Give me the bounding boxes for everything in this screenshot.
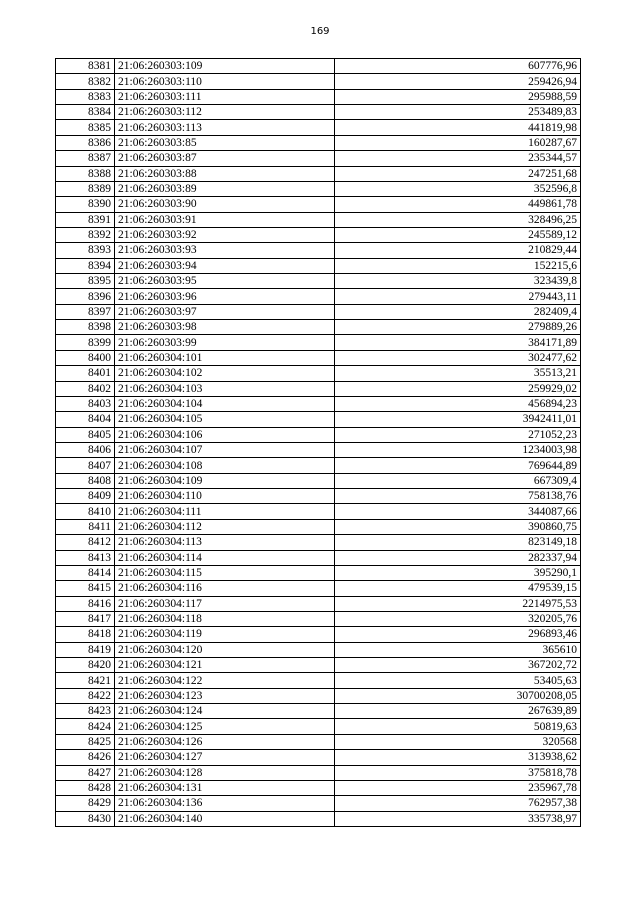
- table-row: [56, 151, 581, 166]
- cadastral-number-cell: 21:06:260303:110: [115, 74, 335, 89]
- cadastral-value-cell: 271052,23: [335, 427, 581, 442]
- cadastral-number-cell: 21:06:260304:113: [115, 535, 335, 550]
- cadastral-number-cell: 21:06:260304:124: [115, 704, 335, 719]
- cadastral-value-cell: 160287,67: [335, 135, 581, 150]
- cadastral-value-cell: 267639,89: [335, 704, 581, 719]
- cadastral-value-cell: 390860,75: [335, 519, 581, 534]
- cadastral-value-cell: 259929,02: [335, 381, 581, 396]
- table-row: [56, 59, 581, 74]
- cadastral-value-cell: 344087,66: [335, 504, 581, 519]
- table-row: [56, 335, 581, 350]
- cadastral-number-cell: 21:06:260303:85: [115, 135, 335, 150]
- row-number-cell: 8408: [56, 473, 115, 488]
- row-number-cell: 8411: [56, 519, 115, 534]
- cadastral-value-cell: 395290,1: [335, 565, 581, 580]
- cadastral-value-cell: 769644,89: [335, 458, 581, 473]
- row-number-cell: 8425: [56, 734, 115, 749]
- cadastral-number-cell: 21:06:260304:112: [115, 519, 335, 534]
- cadastral-number-cell: 21:06:260304:121: [115, 658, 335, 673]
- row-number-cell: 8427: [56, 765, 115, 780]
- cadastral-number-cell: 21:06:260304:103: [115, 381, 335, 396]
- table-row: [56, 504, 581, 519]
- row-number-cell: 8404: [56, 412, 115, 427]
- row-number-cell: 8389: [56, 181, 115, 196]
- table-row: [56, 596, 581, 611]
- cadastral-value-cell: 823149,18: [335, 535, 581, 550]
- table-row: [56, 74, 581, 89]
- cadastral-value-cell: 279889,26: [335, 320, 581, 335]
- cadastral-number-cell: 21:06:260304:140: [115, 811, 335, 826]
- row-number-cell: 8428: [56, 780, 115, 795]
- row-number-cell: 8399: [56, 335, 115, 350]
- row-number-cell: 8421: [56, 673, 115, 688]
- cadastral-value-cell: 352596,8: [335, 181, 581, 196]
- table-row: [56, 627, 581, 642]
- page-number: 169: [310, 26, 330, 37]
- cadastral-number-cell: 21:06:260303:91: [115, 212, 335, 227]
- row-number-cell: 8390: [56, 197, 115, 212]
- row-number-cell: 8422: [56, 688, 115, 703]
- cadastral-value-cell: 282337,94: [335, 550, 581, 565]
- cadastral-number-cell: 21:06:260303:99: [115, 335, 335, 350]
- row-number-cell: 8424: [56, 719, 115, 734]
- cadastral-number-cell: 21:06:260303:95: [115, 274, 335, 289]
- cadastral-value-cell: 441819,98: [335, 120, 581, 135]
- table-row: [56, 642, 581, 657]
- cadastral-number-cell: 21:06:260304:122: [115, 673, 335, 688]
- cadastral-number-cell: 21:06:260303:113: [115, 120, 335, 135]
- cadastral-value-cell: 235967,78: [335, 780, 581, 795]
- cadastral-number-cell: 21:06:260304:120: [115, 642, 335, 657]
- row-number-cell: 8429: [56, 796, 115, 811]
- table-row: [56, 765, 581, 780]
- row-number-cell: 8419: [56, 642, 115, 657]
- cadastral-number-cell: 21:06:260303:96: [115, 289, 335, 304]
- table-row: [56, 304, 581, 319]
- row-number-cell: 8412: [56, 535, 115, 550]
- row-number-cell: 8391: [56, 212, 115, 227]
- row-number-cell: 8392: [56, 227, 115, 242]
- row-number-cell: 8395: [56, 274, 115, 289]
- cadastral-number-cell: 21:06:260303:90: [115, 197, 335, 212]
- row-number-cell: 8397: [56, 304, 115, 319]
- cadastral-number-cell: 21:06:260303:93: [115, 243, 335, 258]
- row-number-cell: 8407: [56, 458, 115, 473]
- table-row: [56, 719, 581, 734]
- row-number-cell: 8384: [56, 105, 115, 120]
- cadastral-value-cell: 152215,6: [335, 258, 581, 273]
- row-number-cell: 8382: [56, 74, 115, 89]
- cadastral-value-cell: 235344,57: [335, 151, 581, 166]
- row-number-cell: 8386: [56, 135, 115, 150]
- table-row: [56, 289, 581, 304]
- cadastral-number-cell: 21:06:260303:111: [115, 89, 335, 104]
- cadastral-value-cell: 3942411,01: [335, 412, 581, 427]
- cadastral-number-cell: 21:06:260303:89: [115, 181, 335, 196]
- cadastral-value-cell: 1234003,98: [335, 442, 581, 457]
- cadastral-number-cell: 21:06:260303:112: [115, 105, 335, 120]
- cadastral-value-cell: 384171,89: [335, 335, 581, 350]
- table-row: [56, 412, 581, 427]
- cadastral-number-cell: 21:06:260304:107: [115, 442, 335, 457]
- row-number-cell: 8383: [56, 89, 115, 104]
- table-row: [56, 366, 581, 381]
- cadastral-value-cell: 210829,44: [335, 243, 581, 258]
- cadastral-number-cell: 21:06:260304:110: [115, 489, 335, 504]
- table-row: [56, 734, 581, 749]
- row-number-cell: 8381: [56, 59, 115, 74]
- cadastral-value-cell: 328496,25: [335, 212, 581, 227]
- cadastral-number-cell: 21:06:260304:119: [115, 627, 335, 642]
- cadastral-value-cell: 295988,59: [335, 89, 581, 104]
- cadastral-number-cell: 21:06:260304:109: [115, 473, 335, 488]
- table-row: [56, 227, 581, 242]
- cadastral-number-cell: 21:06:260304:117: [115, 596, 335, 611]
- row-number-cell: 8413: [56, 550, 115, 565]
- cadastral-value-cell: 456894,23: [335, 396, 581, 411]
- row-number-cell: 8394: [56, 258, 115, 273]
- table-row: [56, 519, 581, 534]
- table-row: [56, 473, 581, 488]
- row-number-cell: 8393: [56, 243, 115, 258]
- cadastral-value-cell: 449861,78: [335, 197, 581, 212]
- table-row: [56, 105, 581, 120]
- cadastral-number-cell: 21:06:260304:125: [115, 719, 335, 734]
- cadastral-number-cell: 21:06:260304:105: [115, 412, 335, 427]
- table-row: [56, 750, 581, 765]
- table-row: [56, 212, 581, 227]
- table-row: [56, 396, 581, 411]
- cadastral-value-cell: 302477,62: [335, 350, 581, 365]
- row-number-cell: 8388: [56, 166, 115, 181]
- table-row: [56, 427, 581, 442]
- table-row: [56, 120, 581, 135]
- table-row: [56, 442, 581, 457]
- cadastral-number-cell: 21:06:260304:108: [115, 458, 335, 473]
- table-row: [56, 673, 581, 688]
- table-row: [56, 550, 581, 565]
- cadastral-value-cell: 245589,12: [335, 227, 581, 242]
- cadastral-number-cell: 21:06:260304:126: [115, 734, 335, 749]
- cadastral-number-cell: 21:06:260304:106: [115, 427, 335, 442]
- table-row: [56, 658, 581, 673]
- table-row: [56, 780, 581, 795]
- cadastral-number-cell: 21:06:260304:131: [115, 780, 335, 795]
- row-number-cell: 8410: [56, 504, 115, 519]
- row-number-cell: 8416: [56, 596, 115, 611]
- cadastral-value-cell: 247251,68: [335, 166, 581, 181]
- table-row: [56, 381, 581, 396]
- table-row: [56, 565, 581, 580]
- table-row: [56, 581, 581, 596]
- table-body: [56, 59, 581, 827]
- cadastral-value-cell: 279443,11: [335, 289, 581, 304]
- table-row: [56, 258, 581, 273]
- cadastral-number-cell: 21:06:260304:136: [115, 796, 335, 811]
- cadastral-value-cell: 320568: [335, 734, 581, 749]
- cadastral-value-cell: 758138,76: [335, 489, 581, 504]
- cadastral-number-cell: 21:06:260304:118: [115, 611, 335, 626]
- cadastral-number-cell: 21:06:260304:123: [115, 688, 335, 703]
- cadastral-value-cell: 762957,38: [335, 796, 581, 811]
- row-number-cell: 8418: [56, 627, 115, 642]
- table-row: [56, 181, 581, 196]
- cadastral-value-table: [55, 58, 581, 827]
- row-number-cell: 8417: [56, 611, 115, 626]
- cadastral-value-cell: 282409,4: [335, 304, 581, 319]
- cadastral-value-cell: 375818,78: [335, 765, 581, 780]
- table-row: [56, 166, 581, 181]
- cadastral-value-cell: 30700208,05: [335, 688, 581, 703]
- cadastral-number-cell: 21:06:260303:97: [115, 304, 335, 319]
- table-row: [56, 89, 581, 104]
- cadastral-value-cell: 259426,94: [335, 74, 581, 89]
- row-number-cell: 8401: [56, 366, 115, 381]
- cadastral-number-cell: 21:06:260303:94: [115, 258, 335, 273]
- cadastral-number-cell: 21:06:260303:88: [115, 166, 335, 181]
- table-row: [56, 135, 581, 150]
- table-row: [56, 535, 581, 550]
- cadastral-number-cell: 21:06:260303:98: [115, 320, 335, 335]
- row-number-cell: 8409: [56, 489, 115, 504]
- cadastral-value-cell: 367202,72: [335, 658, 581, 673]
- row-number-cell: 8402: [56, 381, 115, 396]
- cadastral-number-cell: 21:06:260304:101: [115, 350, 335, 365]
- cadastral-number-cell: 21:06:260304:115: [115, 565, 335, 580]
- table-row: [56, 811, 581, 826]
- cadastral-number-cell: 21:06:260303:92: [115, 227, 335, 242]
- cadastral-value-cell: 479539,15: [335, 581, 581, 596]
- row-number-cell: 8430: [56, 811, 115, 826]
- cadastral-value-cell: 2214975,53: [335, 596, 581, 611]
- cadastral-number-cell: 21:06:260304:114: [115, 550, 335, 565]
- cadastral-value-cell: 607776,96: [335, 59, 581, 74]
- table-row: [56, 796, 581, 811]
- table-row: [56, 611, 581, 626]
- cadastral-value-cell: 35513,21: [335, 366, 581, 381]
- row-number-cell: 8406: [56, 442, 115, 457]
- cadastral-value-cell: 335738,97: [335, 811, 581, 826]
- row-number-cell: 8405: [56, 427, 115, 442]
- cadastral-number-cell: 21:06:260304:102: [115, 366, 335, 381]
- cadastral-value-cell: 296893,46: [335, 627, 581, 642]
- cadastral-value-cell: 320205,76: [335, 611, 581, 626]
- cadastral-number-cell: 21:06:260304:116: [115, 581, 335, 596]
- table-row: [56, 197, 581, 212]
- table-row: [56, 350, 581, 365]
- cadastral-number-cell: 21:06:260304:127: [115, 750, 335, 765]
- cadastral-number-cell: 21:06:260303:87: [115, 151, 335, 166]
- cadastral-value-cell: 667309,4: [335, 473, 581, 488]
- table-row: [56, 274, 581, 289]
- table-row: [56, 320, 581, 335]
- row-number-cell: 8400: [56, 350, 115, 365]
- table-row: [56, 704, 581, 719]
- cadastral-number-cell: 21:06:260304:128: [115, 765, 335, 780]
- row-number-cell: 8403: [56, 396, 115, 411]
- cadastral-value-cell: 253489,83: [335, 105, 581, 120]
- row-number-cell: 8414: [56, 565, 115, 580]
- row-number-cell: 8415: [56, 581, 115, 596]
- row-number-cell: 8420: [56, 658, 115, 673]
- row-number-cell: 8426: [56, 750, 115, 765]
- cadastral-number-cell: 21:06:260303:109: [115, 59, 335, 74]
- table-row: [56, 458, 581, 473]
- row-number-cell: 8396: [56, 289, 115, 304]
- cadastral-number-cell: 21:06:260304:104: [115, 396, 335, 411]
- row-number-cell: 8398: [56, 320, 115, 335]
- cadastral-value-cell: 365610: [335, 642, 581, 657]
- row-number-cell: 8423: [56, 704, 115, 719]
- table-row: [56, 243, 581, 258]
- row-number-cell: 8385: [56, 120, 115, 135]
- table-row: [56, 688, 581, 703]
- cadastral-value-cell: 313938,62: [335, 750, 581, 765]
- table-row: [56, 489, 581, 504]
- row-number-cell: 8387: [56, 151, 115, 166]
- cadastral-value-cell: 53405,63: [335, 673, 581, 688]
- cadastral-value-cell: 323439,8: [335, 274, 581, 289]
- cadastral-number-cell: 21:06:260304:111: [115, 504, 335, 519]
- cadastral-value-cell: 50819,63: [335, 719, 581, 734]
